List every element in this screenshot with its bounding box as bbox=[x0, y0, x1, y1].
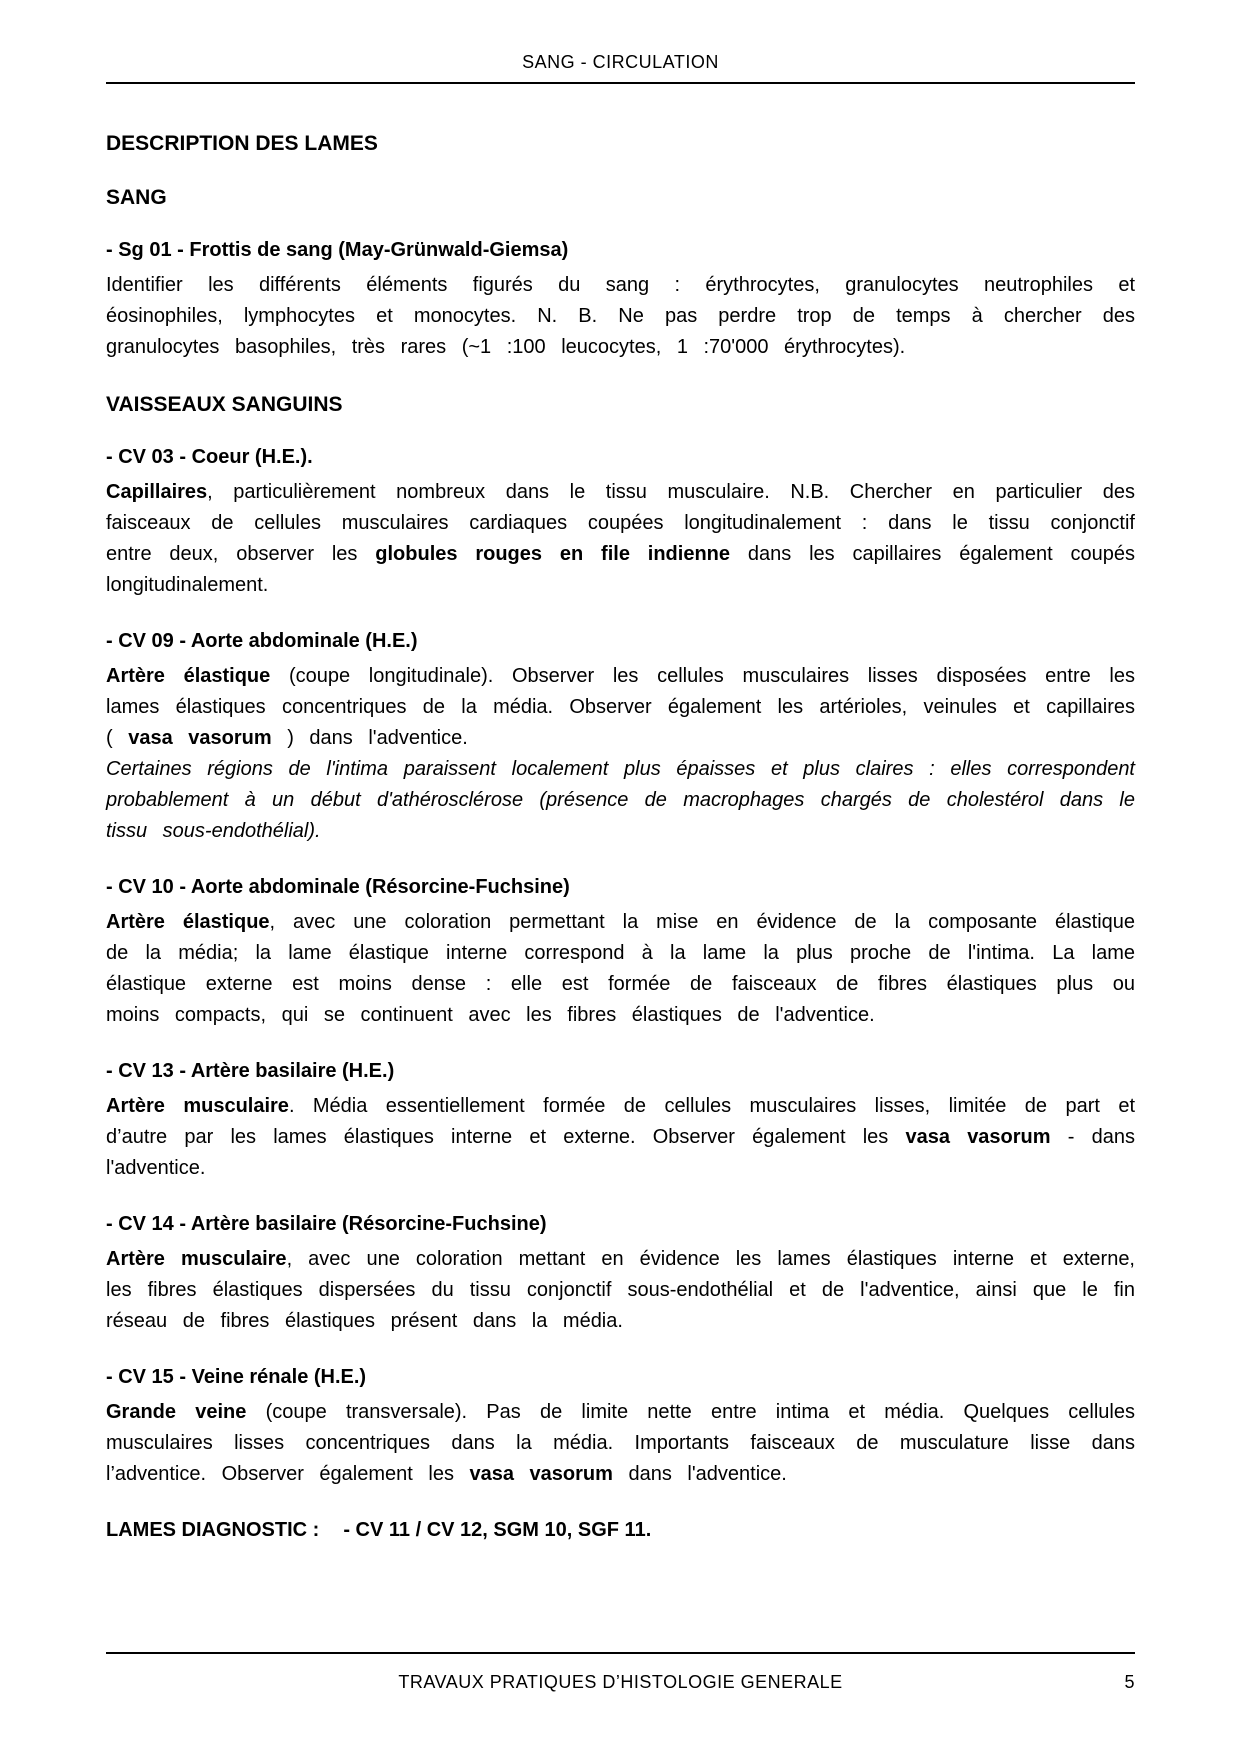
bold-term: Artère élastique bbox=[106, 911, 270, 933]
running-footer-title: TRAVAUX PRATIQUES D’HISTOLOGIE GENERALE bbox=[398, 1672, 843, 1692]
slide-description-sg01: Identifier les différents éléments figurés du sang : érythrocytes, granulocytes neutrophiles et éosinophiles, lymphocytes et monocytes. N. B. Ne pas perdre trop de temps à chercher des granulocytes basophiles, très rares (~1 :100 leucocytes, 1 :70'000 érythrocytes). bbox=[106, 274, 1135, 358]
text-run: (coupe transversale). Pas de limite nette entre intima et média. Quelques cellules musculaires lisses concentriques dans la média. Importants faisceaux de musculature lisse dans l’adventice. Observer également les bbox=[106, 1401, 1135, 1485]
running-header-title: SANG - CIRCULATION bbox=[522, 52, 719, 72]
text-run: , avec une coloration mettant en évidence les lames élastiques interne et externe, les fibres élastiques dispersées du tissu conjonctif sous-endothélial et de l'adventice, ainsi que le fin réseau de fibres élastiques présent dans la média. bbox=[106, 1248, 1135, 1332]
slide-title-cv09: - CV 09 - Aorte abdominale (H.E.) bbox=[106, 630, 418, 652]
bold-term: Artère élastique bbox=[106, 665, 271, 687]
bold-term: Capillaires bbox=[106, 481, 208, 503]
text-run: . Média essentiellement formée de cellules musculaires lisses, limitée de part et d’autre par les lames élastiques interne et externe. Observer également les bbox=[106, 1095, 1136, 1148]
document-body bbox=[106, 132, 1135, 1542]
slide-title-cv14: - CV 14 - Artère basilaire (Résorcine-Fuchsine) bbox=[106, 1213, 547, 1235]
text-run: (coupe longitudinale). Observer les cellules musculaires lisses disposées entre les lames élastiques concentriques de la média. Observer également les artérioles, veinules et capillaires ( bbox=[106, 665, 1135, 749]
page-number: 5 bbox=[1124, 1672, 1135, 1692]
bold-term: Artère musculaire bbox=[106, 1095, 289, 1117]
diagnostic-label: LAMES DIAGNOSTIC : bbox=[106, 1519, 320, 1541]
text-run: ) dans l'adventice. bbox=[271, 727, 468, 749]
slide-description-cv13 bbox=[106, 1091, 1135, 1184]
slide-title-cv13: - CV 13 - Artère basilaire (H.E.) bbox=[106, 1060, 395, 1082]
page-title: DESCRIPTION DES LAMES bbox=[106, 132, 378, 155]
slide-title-cv15: - CV 15 - Veine rénale (H.E.) bbox=[106, 1366, 367, 1388]
slide-description-cv09 bbox=[106, 661, 1135, 754]
footer-rule bbox=[106, 1652, 1135, 1654]
slide-title-sg01: - Sg 01 - Frottis de sang (May-Grünwald-Giemsa) bbox=[106, 239, 569, 261]
text-run: , particulièrement nombreux dans le tissu musculaire. N.B. Chercher en particulier des faisceaux de cellules musculaires cardiaques coupées longitudinalement : dans le tissu conjonctif entre deux, observer les bbox=[106, 481, 1135, 565]
header-rule bbox=[106, 82, 1135, 84]
section-heading-sang: SANG bbox=[106, 186, 167, 209]
text-run: - dans l'adventice. bbox=[106, 1126, 1135, 1179]
slide-description-cv10 bbox=[106, 907, 1135, 1031]
bold-term: vasa vasorum bbox=[469, 1463, 613, 1485]
page-footer bbox=[106, 1652, 1135, 1694]
slide-description-cv14 bbox=[106, 1244, 1135, 1337]
bold-term: globules rouges en file indienne bbox=[375, 543, 731, 565]
text-run: , avec une coloration permettant la mise en évidence de la composante élastique de la média; la lame élastique interne correspond à la lame la plus proche de l'intima. La lame élastique externe est moins dense : elle est formée de faisceaux de fibres élastiques plus ou moins compacts, qui se continuent avec les fibres élastiques de l'adventice. bbox=[106, 911, 1136, 1026]
slide-title-cv10: - CV 10 - Aorte abdominale (Résorcine-Fuchsine) bbox=[106, 876, 570, 898]
slide-description-cv03 bbox=[106, 477, 1135, 601]
bold-term: Grande veine bbox=[106, 1401, 247, 1423]
bold-term: vasa vasorum bbox=[905, 1126, 1051, 1148]
footer-row bbox=[106, 1670, 1135, 1694]
slide-note-cv09: Certaines régions de l'intima paraissent localement plus épaisses et plus claires : elles correspondent probablement à un début d'athérosclérose (présence de macrophages chargés de cholestérol dans le tissu sous-endothélial). bbox=[106, 758, 1135, 842]
bold-term: vasa vasorum bbox=[128, 727, 272, 749]
bold-term: Artère musculaire bbox=[106, 1248, 287, 1270]
text-run: dans l'adventice. bbox=[612, 1463, 787, 1485]
slide-description-cv15 bbox=[106, 1397, 1135, 1490]
diagnostic-value: - CV 11 / CV 12, SGM 10, SGF 11. bbox=[343, 1519, 652, 1541]
section-heading-vaisseaux: VAISSEAUX SANGUINS bbox=[106, 393, 343, 416]
text-run: dans les capillaires également coupés longitudinalement. bbox=[106, 543, 1135, 596]
page-header bbox=[106, 50, 1135, 84]
diagnostic-slides-row bbox=[106, 1518, 1135, 1542]
slide-title-cv03: - CV 03 - Coeur (H.E.). bbox=[106, 446, 313, 468]
